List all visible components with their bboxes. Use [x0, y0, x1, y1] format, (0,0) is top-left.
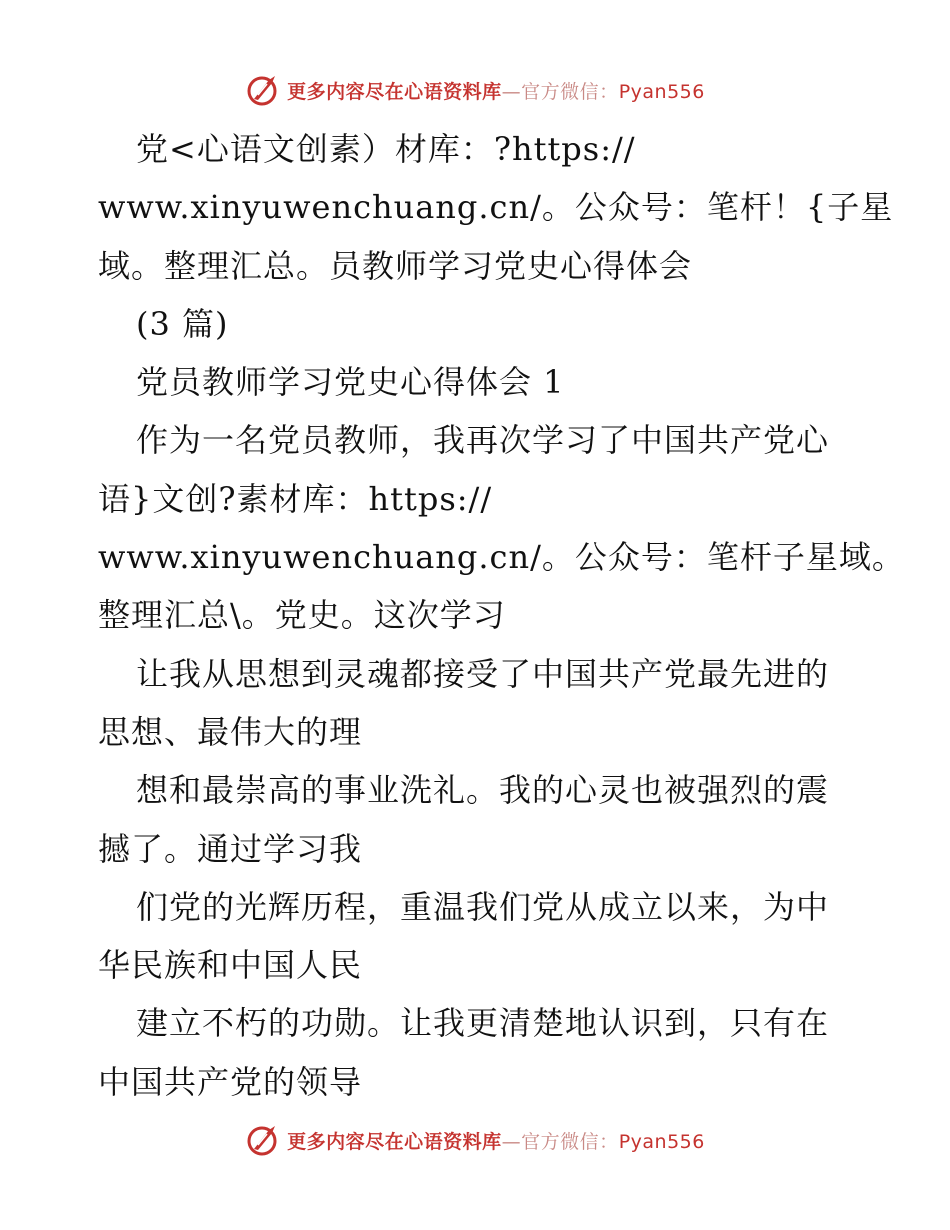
- header-banner-inner: [245, 72, 705, 108]
- section-heading: 党员教师学习党史心得体会 1: [136, 363, 565, 402]
- text-line-7: 语}文创?素材库：https://: [98, 479, 493, 518]
- footer-banner-id: Pyan556: [618, 1130, 705, 1153]
- text-line-9: 整理汇总\。党史。这次学习: [98, 596, 506, 635]
- text-line-2: www.xinyuwenchuang.cn/。公众号：笔杆！{子星: [98, 188, 894, 227]
- text-line-15: 华民族和中国人民: [98, 946, 363, 985]
- document-body: [98, 120, 905, 1111]
- footer-banner-dash: —: [501, 1130, 522, 1153]
- header-banner-sub: 官方微信：: [521, 80, 619, 103]
- header-banner: [0, 70, 950, 110]
- quill-logo-icon: [245, 1122, 281, 1158]
- footer-banner-main: 更多内容尽在心语资料库: [287, 1130, 502, 1153]
- quill-logo-icon: [245, 72, 281, 108]
- text-line-16: 建立不朽的功勋。让我更清楚地认识到，只有在: [136, 1004, 830, 1043]
- text-line-11: 思想、最伟大的理: [98, 712, 363, 751]
- footer-banner: [0, 1120, 950, 1160]
- header-banner-main: 更多内容尽在心语资料库: [287, 80, 502, 103]
- text-line-6: 作为一名党员教师，我再次学习了中国共产党心: [136, 421, 830, 460]
- header-banner-text: [287, 77, 705, 104]
- text-line-8: www.xinyuwenchuang.cn/。公众号：笔杆子星域。: [98, 538, 905, 577]
- text-line-17: 中国共产党的领导: [98, 1062, 363, 1101]
- text-line-12: 想和最崇高的事业洗礼。我的心灵也被强烈的震: [136, 771, 830, 810]
- text-line-14: 们党的光辉历程，重温我们党从成立以来，为中: [136, 887, 830, 926]
- text-line-1: 党<心语文创素）材库：?https://: [136, 130, 636, 168]
- text-line-4: (3 篇): [136, 304, 229, 343]
- footer-banner-inner: [245, 1122, 705, 1158]
- text-line-10: 让我从思想到灵魂都接受了中国共产党最先进的: [136, 654, 830, 693]
- text-line-13: 撼了。通过学习我: [98, 829, 363, 868]
- header-banner-dash: —: [501, 80, 522, 103]
- footer-banner-sub: 官方微信：: [521, 1130, 619, 1153]
- footer-banner-text: [287, 1127, 705, 1154]
- text-line-3: 域。整理汇总。员教师学习党史心得体会: [98, 246, 693, 285]
- header-banner-id: Pyan556: [618, 80, 705, 103]
